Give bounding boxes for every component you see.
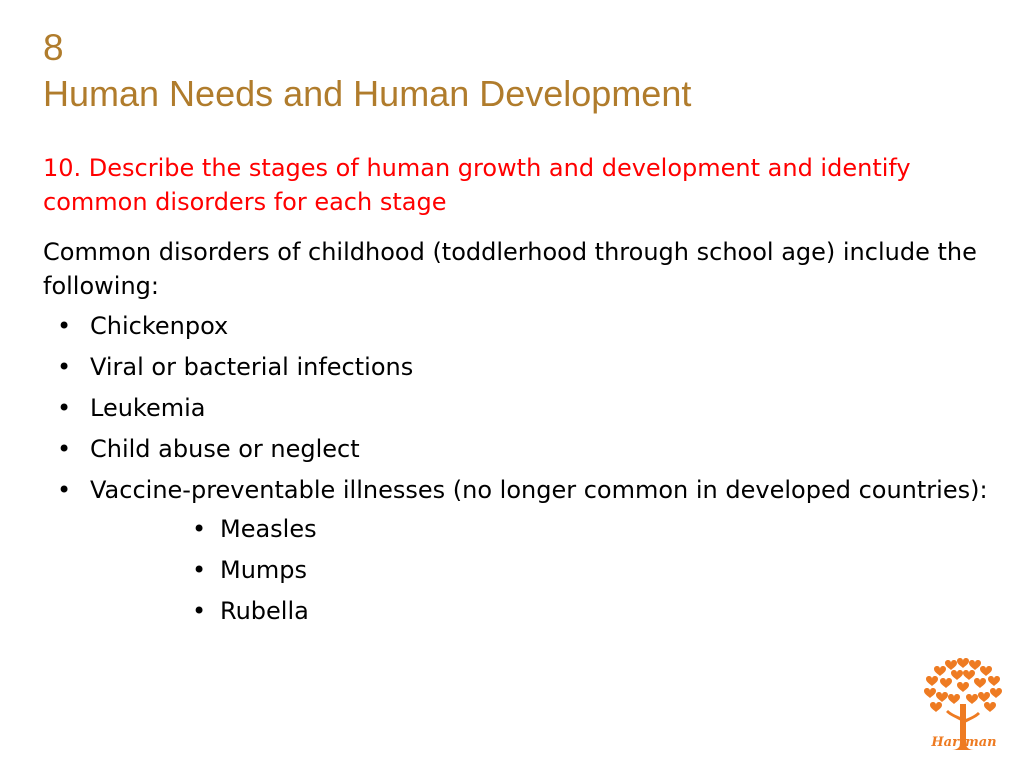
bullet-icon: • [192,515,207,543]
title-block [43,28,691,120]
bullet-icon: • [57,312,72,340]
intro-text: Common disorders of childhood (toddlerhood through school age) include the following: [43,238,977,300]
sub-list-item [90,594,1003,628]
list-item [43,432,1003,466]
sub-list-item-text: Measles [220,515,317,543]
list-item [43,391,1003,425]
bullet-icon: • [57,476,72,504]
vaccine-illness-list [90,512,1003,628]
bullet-icon: • [57,394,72,422]
sub-list-item [90,512,1003,546]
chapter-number: 8 [43,27,64,68]
bullet-icon: • [57,435,72,463]
chapter-title: Human Needs and Human Development [43,73,692,114]
sub-list-item-text: Mumps [220,556,308,584]
list-item-text: Child abuse or neglect [90,435,360,463]
list-item [43,350,1003,384]
learning-objective: 10. Describe the stages of human growth and development and identify common disorders for each stage [43,154,911,216]
list-item [43,309,1003,343]
list-item-text: Viral or bacterial infections [90,353,414,381]
disorder-list [43,309,1003,628]
bullet-icon: • [192,556,207,584]
bullet-icon: • [192,597,207,625]
list-item [43,473,1003,628]
slide-body [43,235,1003,635]
bullet-icon: • [57,353,72,381]
sub-list-item [90,553,1003,587]
list-item-text: Chickenpox [90,312,229,340]
logo-wordmark: Hartman [931,735,997,750]
list-item-text: Vaccine-preventable illnesses (no longer common in developed countries): [90,476,988,504]
sub-list-item-text: Rubella [220,597,309,625]
list-item-text: Leukemia [90,394,206,422]
